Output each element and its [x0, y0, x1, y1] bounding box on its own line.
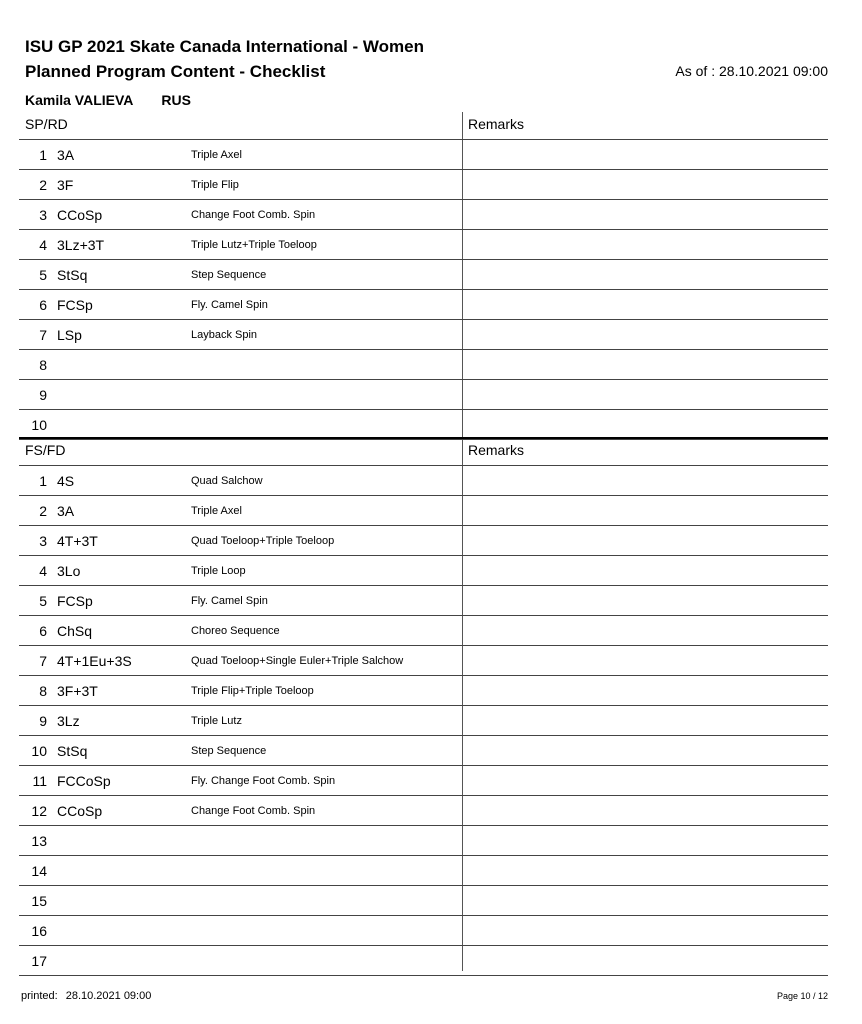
element-number: 6: [39, 623, 47, 639]
sp-section-title: SP/RD: [25, 116, 68, 132]
element-description: Quad Toeloop+Triple Toeloop: [191, 535, 335, 547]
table-row: [19, 946, 828, 976]
sp-remarks-label: Remarks: [468, 116, 525, 132]
element-number: 15: [31, 893, 47, 909]
element-number: 13: [31, 833, 47, 849]
element-description: Fly. Camel Spin: [191, 595, 268, 607]
printed-info: [21, 990, 151, 1002]
table-row: [19, 466, 828, 496]
element-number: 10: [31, 417, 47, 433]
element-description: Fly. Change Foot Comb. Spin: [191, 775, 336, 787]
element-number: 7: [39, 653, 47, 669]
document-title: ISU GP 2021 Skate Canada International - Women: [25, 37, 424, 56]
element-description: Step Sequence: [191, 269, 267, 281]
element-code: StSq: [57, 743, 88, 759]
element-code: 4T+3T: [57, 533, 98, 549]
element-code: CCoSp: [57, 207, 103, 223]
table-row: [19, 380, 828, 410]
sp-section-header: [19, 111, 828, 140]
element-description: Triple Lutz+Triple Toeloop: [191, 239, 317, 251]
table-row: [19, 736, 828, 766]
fs-element-list: [19, 466, 828, 976]
table-row: [19, 290, 828, 320]
table-row: [19, 676, 828, 706]
element-description: Triple Flip+Triple Toeloop: [191, 685, 314, 697]
table-row: [19, 200, 828, 230]
element-code: 3Lz: [57, 713, 80, 729]
sp-element-list: [19, 140, 828, 440]
element-description: Step Sequence: [191, 745, 267, 757]
element-code: FCSp: [57, 297, 93, 313]
element-number: 5: [39, 593, 47, 609]
as-of-timestamp: As of : 28.10.2021 09:00: [675, 63, 828, 79]
element-code: StSq: [57, 267, 88, 283]
element-number: 11: [32, 773, 47, 789]
table-row: [19, 916, 828, 946]
element-number: 16: [31, 923, 47, 939]
element-number: 4: [39, 237, 47, 253]
table-row: [19, 140, 828, 170]
element-number: 10: [31, 743, 47, 759]
printed-timestamp: 28.10.2021 09:00: [65, 990, 152, 1002]
element-code: FCSp: [57, 593, 93, 609]
element-number: 7: [39, 327, 47, 343]
element-number: 12: [31, 803, 47, 819]
fs-section-title: FS/FD: [25, 442, 66, 458]
table-row: [19, 706, 828, 736]
element-number: 4: [39, 563, 47, 579]
element-description: Choreo Sequence: [191, 625, 280, 637]
table-row: [19, 230, 828, 260]
element-number: 2: [39, 503, 47, 519]
table-row: [19, 886, 828, 916]
skater-name: Kamila VALIEVA: [25, 92, 134, 108]
fs-section: [19, 437, 828, 976]
table-row: [19, 410, 828, 440]
table-row: [19, 170, 828, 200]
element-code: CCoSp: [57, 803, 103, 819]
table-row: [19, 646, 828, 676]
element-description: Fly. Camel Spin: [191, 299, 268, 311]
table-row: [19, 320, 828, 350]
element-code: 4T+1Eu+3S: [57, 653, 132, 669]
fs-section-header: [19, 437, 828, 466]
sp-section: [19, 111, 828, 440]
element-code: 3Lz+3T: [57, 237, 105, 253]
element-description: Triple Axel: [191, 505, 242, 517]
printed-label: printed:: [21, 990, 58, 1002]
element-number: 8: [39, 357, 47, 373]
element-description: Triple Axel: [191, 149, 242, 161]
element-description: Quad Salchow: [191, 475, 263, 487]
element-description: Change Foot Comb. Spin: [191, 209, 316, 221]
page-number: Page 10 / 12: [776, 991, 828, 1001]
table-row: [19, 616, 828, 646]
element-number: 3: [39, 533, 47, 549]
element-code: ChSq: [57, 623, 93, 639]
element-code: LSp: [57, 327, 82, 343]
element-code: 3A: [57, 147, 75, 163]
element-number: 17: [31, 953, 47, 969]
element-code: FCCoSp: [57, 773, 111, 789]
table-row: [19, 526, 828, 556]
table-row: [19, 856, 828, 886]
table-row: [19, 260, 828, 290]
element-number: 8: [39, 683, 47, 699]
element-number: 1: [39, 473, 47, 489]
element-code: 3F: [57, 177, 74, 193]
element-number: 5: [39, 267, 47, 283]
element-code: 3Lo: [57, 563, 81, 579]
element-description: Triple Loop: [191, 565, 246, 577]
table-row: [19, 826, 828, 856]
element-number: 14: [31, 863, 47, 879]
document-subtitle: Planned Program Content - Checklist: [25, 62, 326, 81]
element-description: Quad Toeloop+Single Euler+Triple Salchow: [191, 655, 404, 667]
element-code: 4S: [57, 473, 75, 489]
table-row: [19, 496, 828, 526]
table-row: [19, 796, 828, 826]
element-description: Change Foot Comb. Spin: [191, 805, 316, 817]
table-row: [19, 586, 828, 616]
fs-remarks-label: Remarks: [468, 442, 525, 458]
element-number: 6: [39, 297, 47, 313]
element-code: 3A: [57, 503, 75, 519]
element-number: 3: [39, 207, 47, 223]
element-number: 1: [39, 147, 47, 163]
element-code: 3F+3T: [57, 683, 98, 699]
table-row: [19, 556, 828, 586]
table-row: [19, 350, 828, 380]
element-description: Triple Flip: [191, 179, 239, 191]
element-number: 9: [39, 713, 47, 729]
element-description: Layback Spin: [191, 329, 258, 341]
skater-nation: RUS: [161, 92, 191, 108]
skater-info: [25, 92, 191, 108]
element-description: Triple Lutz: [191, 715, 242, 727]
element-number: 2: [39, 177, 47, 193]
element-number: 9: [39, 387, 47, 403]
table-row: [19, 766, 828, 796]
